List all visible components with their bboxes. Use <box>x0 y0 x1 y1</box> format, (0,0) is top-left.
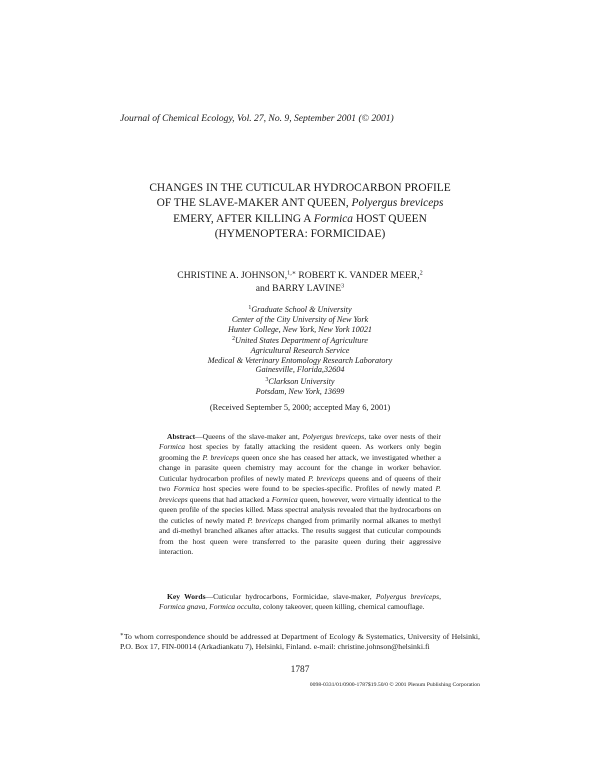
abstract-italic: P. breviceps <box>247 515 285 525</box>
abstract-italic: Polyergus breviceps <box>302 432 365 441</box>
affiliation-line: Hunter College, New York, New York 10021 <box>227 324 373 334</box>
received-dates: (Received September 5, 2000; accepted May 6, 2001) <box>209 403 391 412</box>
affiliation-line: Gainesville, Florida,32604 <box>255 365 345 375</box>
affiliation-line: Medical & Veterinary Entomology Research Laboratory <box>207 355 393 365</box>
abstract-text: queen, however, were virtually identical to the queen profile of the species killed. Mass spectral analysis revealed that the hydrocarbons on the cuticles of newly mated <box>159 494 441 525</box>
abstract-italic: Formica <box>271 494 298 504</box>
abstract-text: queens that had attacked a <box>187 494 272 504</box>
author-name: CHRISTINE A. JOHNSON, <box>177 270 288 281</box>
title-line-3-prefix: EMERY, AFTER KILLING A <box>173 212 311 225</box>
affiliation-line: Center of the City University of New York <box>231 314 369 324</box>
author-marks: 3 <box>341 282 345 290</box>
key-words-text: Cuticular hydrocarbons, Formicidae, slave-maker, <box>213 592 376 601</box>
author-list <box>100 269 500 296</box>
title-line-4: (HYMENOPTERA: FORMICIDAE) <box>214 228 386 241</box>
abstract-text: queens and of queens of their two <box>159 473 441 494</box>
abstract-dash: — <box>195 432 203 441</box>
key-words-dash: — <box>205 592 214 601</box>
affiliation-line <box>100 336 500 346</box>
affiliation-2 <box>100 336 500 375</box>
footnote-paragraph <box>120 632 480 652</box>
affiliation-1 <box>100 305 500 334</box>
affiliation-mark: 1 <box>248 305 252 311</box>
abstract-italic: P. breviceps <box>202 452 240 462</box>
author-name: BARRY LAVINE <box>272 283 342 295</box>
author-marks: 1,∗ <box>287 269 296 277</box>
affiliation-line: Agricultural Research Service <box>250 345 350 355</box>
affiliation-line <box>100 305 500 315</box>
copyright-line: 0098-0331/01/0900-1787$19.50/0 © 2001 Plenum Publishing Corporation <box>309 682 480 688</box>
author-line-2 <box>100 282 500 295</box>
title-line-2-prefix: OF THE SLAVE-MAKER ANT QUEEN, <box>156 197 349 210</box>
abstract-text: Queens of the slave-maker ant, <box>202 432 303 441</box>
abstract-paragraph <box>159 432 441 557</box>
abstract-italic: P. breviceps <box>159 484 441 504</box>
affiliation-text: Clarkson University <box>268 377 335 386</box>
key-words-label: Key Words <box>167 592 206 601</box>
abstract-text: , take over nests of their <box>364 432 442 441</box>
key-words-text: , colony takeover, queen killing, chemical camouflage. <box>259 602 425 612</box>
abstract-text: queen once she has ceased her attack, we investigated whether a change in parasite queen chemistry may account for the change in worker behavior. Cuticular hydrocarbon profiles of newly mated <box>159 452 442 483</box>
affiliation-3 <box>100 377 500 397</box>
affiliation-line: Potsdam, New York, 13699 <box>255 386 345 396</box>
author-name: ROBERT K. VANDER MEER, <box>298 270 420 281</box>
key-words <box>159 592 441 613</box>
footnote-mark: ∗ <box>120 632 124 638</box>
key-words-paragraph <box>159 592 441 613</box>
affiliation-mark: 3 <box>265 377 269 383</box>
title-line-1: CHANGES IN THE CUTICULAR HYDROCARBON PROFILE <box>149 182 451 194</box>
abstract-italic: P. breviceps <box>308 473 346 483</box>
abstract <box>159 432 441 557</box>
affiliation-line <box>100 377 500 387</box>
title-species: Polyergus breviceps <box>351 197 444 210</box>
title-line-3-suffix: HOST QUEEN <box>355 212 427 225</box>
title-genus: Formica <box>313 212 353 225</box>
author-marks: 2 <box>419 269 423 277</box>
affiliation-mark: 2 <box>232 336 236 342</box>
abstract-text: host species were found to be species-specific. Profiles of newly mated <box>199 484 436 494</box>
journal-citation: Journal of Chemical Ecology, Vol. 27, No. 9, September 2001 (© 2001) <box>120 113 394 124</box>
affiliation-text: Graduate School & University <box>251 305 352 314</box>
affiliation-text: United States Department of Agriculture <box>235 336 368 345</box>
article-title <box>100 181 500 243</box>
abstract-italic: Formica <box>173 484 200 494</box>
abstract-text: host species by fatally attacking the resident queen. As workers only begin grooming the <box>159 442 441 462</box>
abstract-text: changed from primarily normal alkanes to methyl and di-methyl branched alkanes after attacks. The results suggest that cuticular compounds from the host queen were transferred to the parasite queen during their aggressive interaction. <box>159 515 441 556</box>
footnote-text: To whom correspondence should be addressed at Department of Ecology & Systematics, University of Helsinki, P.O. Box 17, FIN-00014 (Arkadiankatu 7), Helsinki, Finland. e-mail: christine.johnson@helsinki.fi <box>120 632 480 651</box>
abstract-italic: Formica <box>159 442 185 452</box>
author-line-1 <box>100 269 500 282</box>
title-line-2 <box>100 196 500 211</box>
key-words-italic: Polyergus breviceps, Formica gnava, Formica occulta <box>159 592 441 612</box>
page-number: 1787 <box>290 665 310 675</box>
author-connector: and <box>255 283 270 295</box>
correspondence-footnote <box>120 632 480 652</box>
title-line-3 <box>100 212 500 227</box>
abstract-label: Abstract <box>167 432 196 441</box>
